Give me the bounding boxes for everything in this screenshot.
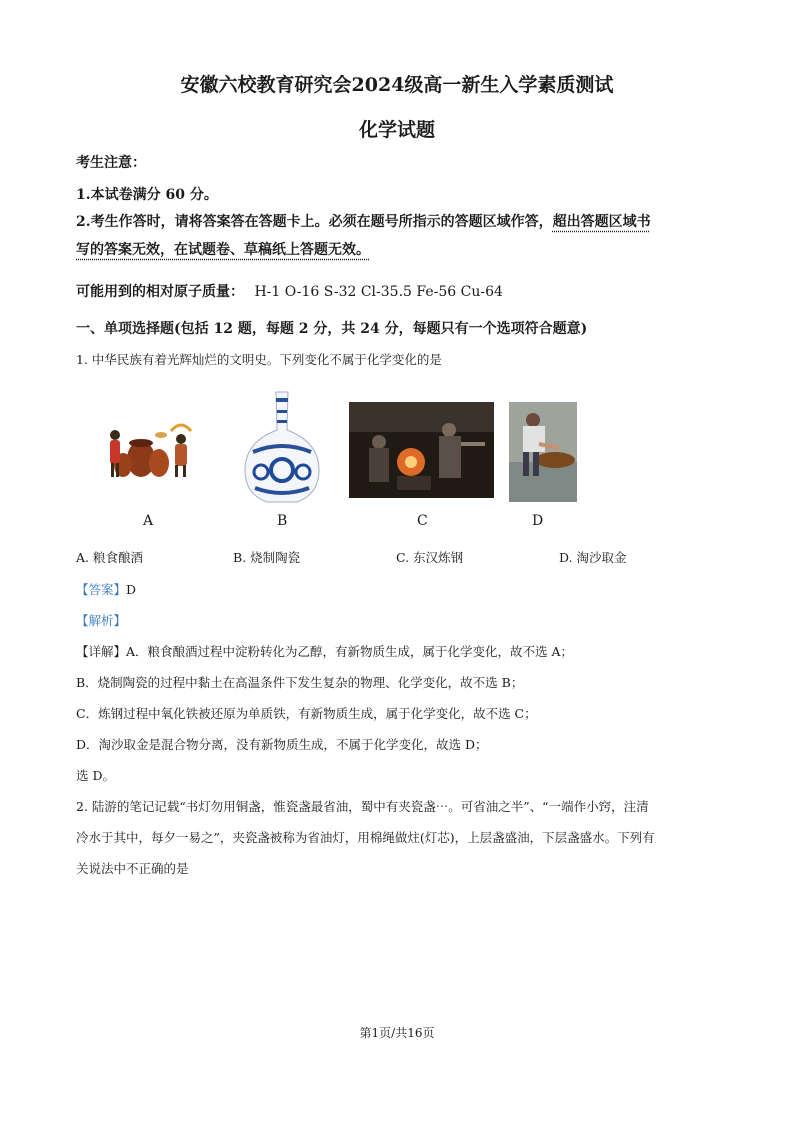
q2-line-3: 关说法中不正确的是 (76, 861, 189, 876)
notice-item-2-part-c: 写的答案无效，在试题卷、草稿纸上答题无效。 (76, 242, 370, 258)
atomic-masses (76, 281, 503, 301)
option-b: B. 烧制陶瓷 (233, 550, 301, 565)
answer-tag: 【答案】 (76, 582, 127, 597)
option-c: C. 东汉炼钢 (396, 550, 464, 565)
notice-item-2-part-a: 2.考生作答时，请将答案答在答题卡上。必须在题号所指示的答题区域作答， (76, 214, 553, 230)
detail-text-1: A．粮食酿酒过程中淀粉转化为乙醇，有新物质生成，属于化学变化，故不选 A； (126, 644, 574, 659)
q1-stem: 1. 中华民族有着光辉灿烂的文明史。下列变化不属于化学变化的是 (76, 352, 442, 367)
section-1-heading: 一、单项选择题(包括 12 题，每题 2 分，共 24 分，每题只有一个选项符合题意) (76, 321, 588, 337)
answer-line (76, 580, 136, 598)
notice-item-2 (76, 211, 651, 231)
image-gold-panning (509, 402, 577, 502)
detail-line-3: C．炼钢过程中氧化铁被还原为单质铁，有新物质生成，属于化学变化，故不选 C； (76, 706, 537, 721)
notice-item-2-part-b: 超出答题区域书 (552, 214, 651, 230)
q2-line-1: 2. 陆游的笔记记载“书灯勿用铜盏，惟瓷盏最省油，蜀中有夹瓷盏⋯。可省油之半”、“一端作小窍，注清 (76, 799, 649, 814)
image-grain-wine-making (101, 413, 197, 483)
detail-line-5: 选 D。 (76, 768, 115, 783)
atomic-masses-label: 可能用到的相对原子质量： (76, 284, 244, 300)
detail-line-1 (76, 642, 573, 660)
atomic-masses-values: H-1 O-16 S-32 Cl-35.5 Fe-56 Cu-64 (254, 284, 503, 300)
option-a: A. 粮食酿酒 (76, 550, 143, 565)
steel-making-illustration (349, 402, 494, 498)
option-d: D. 淘沙取金 (559, 550, 627, 565)
image-label-a: A (143, 513, 154, 529)
q2-line-2: 冷水于其中，每夕一易之”，夹瓷盏被称为省油灯，用棉绳做炷(灯芯)，上层盏盛油，下层盏盛水。下列有 (76, 830, 655, 845)
detail-line-2: B．烧制陶瓷的过程中黏土在高温条件下发生复杂的物理、化学变化，故不选 B； (76, 675, 524, 690)
image-label-c: C (417, 513, 428, 529)
image-han-steel-making (349, 402, 494, 498)
notice-item-1: 1.本试卷满分 60 分。 (76, 187, 218, 203)
porcelain-vase-illustration (241, 390, 323, 506)
image-label-b: B (277, 513, 288, 529)
analysis-tag: 【解析】 (76, 613, 127, 628)
image-porcelain-vase (241, 390, 323, 506)
page-number: 第1页/共16页 (359, 1026, 435, 1040)
answer-value: D (126, 582, 137, 597)
notice-heading: 考生注意： (76, 155, 146, 171)
wine-making-illustration (101, 413, 197, 483)
detail-line-4: D．淘沙取金是混合物分离，没有新物质生成，不属于化学变化，故选 D； (76, 737, 488, 752)
exam-subtitle: 化学试题 (358, 119, 435, 141)
exam-title: 安徽六校教育研究会2024级高一新生入学素质测试 (180, 74, 614, 96)
image-label-d: D (532, 513, 544, 529)
detail-tag: 【详解】 (76, 644, 127, 659)
gold-panning-illustration (509, 402, 577, 502)
